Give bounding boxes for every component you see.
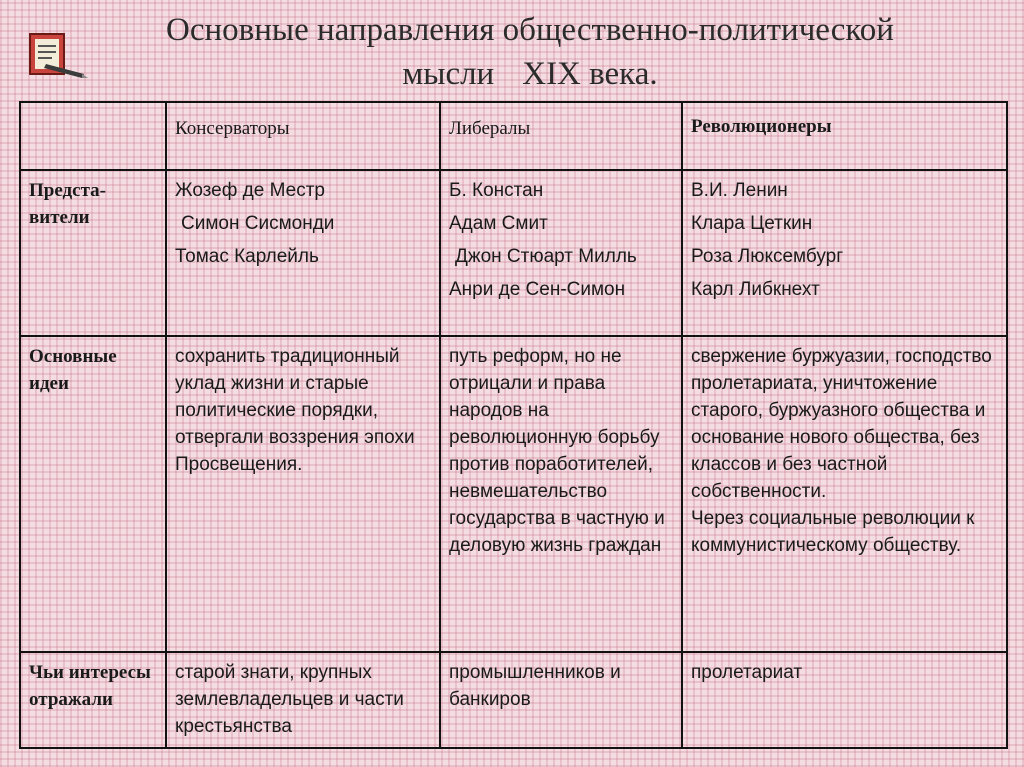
header-conservatives: Консерваторы (166, 102, 440, 170)
list-item: Жозеф де Местр (175, 180, 325, 201)
header-liberals: Либералы (440, 102, 682, 170)
interests-revolutionaries: пролетариат (682, 652, 1007, 748)
table-row (20, 336, 1007, 652)
title-line-2-a: мысли (402, 56, 495, 92)
row-label-main-ideas: Основные идеи (20, 336, 166, 652)
list-item: Роза Люксембург (691, 246, 844, 267)
list-item: Томас Карлейль (175, 246, 319, 267)
table-row (20, 652, 1007, 748)
directions-table (19, 101, 1008, 749)
ideas-conservatives: сохранить традиционный уклад жизни и старые политические порядки, отвергали воззрения эпохи Просвещения. (166, 336, 440, 652)
row-label-interests: Чьи интересы отражали (20, 652, 166, 748)
interests-conservatives: старой знати, крупных землевладельцев и части крестьянства (166, 652, 440, 748)
title-line-2-b: XIX века. (522, 56, 658, 92)
representatives-revolutionaries (682, 170, 1007, 336)
title-line-2 (100, 52, 960, 96)
ideas-revolutionaries (682, 336, 1007, 652)
representatives-conservatives (166, 170, 440, 336)
page-title (100, 8, 960, 96)
interests-liberals: промышленников и банкиров (440, 652, 682, 748)
ideas-revolutionaries-part-2: Через социальные революции к коммунистическому обществу. (691, 508, 975, 556)
list-item: Джон Стюарт Милль (455, 246, 637, 267)
header-row (20, 102, 1007, 170)
list-item: Карл Либкнехт (691, 279, 820, 300)
list-item: Симон Сисмонди (181, 213, 335, 234)
book-with-pen-icon (26, 28, 90, 84)
title-line-1: Основные направления общественно-политической (166, 12, 894, 48)
representatives-liberals (440, 170, 682, 336)
list-item: В.И. Ленин (691, 180, 788, 201)
list-item: Адам Смит (449, 213, 548, 234)
list-item: Б. Констан (449, 180, 544, 201)
corner-cell (20, 102, 166, 170)
header-revolutionaries: Революционеры (682, 102, 1007, 170)
row-label-representatives: Предста-вители (20, 170, 166, 336)
ideas-liberals: путь реформ, но не отрицали и права народов на революционную борьбу против поработителей, невмешательство государства в частную и деловую жизнь граждан (440, 336, 682, 652)
table-row (20, 170, 1007, 336)
list-item: Клара Цеткин (691, 213, 813, 234)
ideas-revolutionaries-part-1: свержение буржуазии, господство пролетариата, уничтожение старого, буржуазного общества и основание нового общества, без классов и без частной собственности. (691, 346, 992, 502)
list-item: Анри де Сен-Симон (449, 279, 626, 300)
